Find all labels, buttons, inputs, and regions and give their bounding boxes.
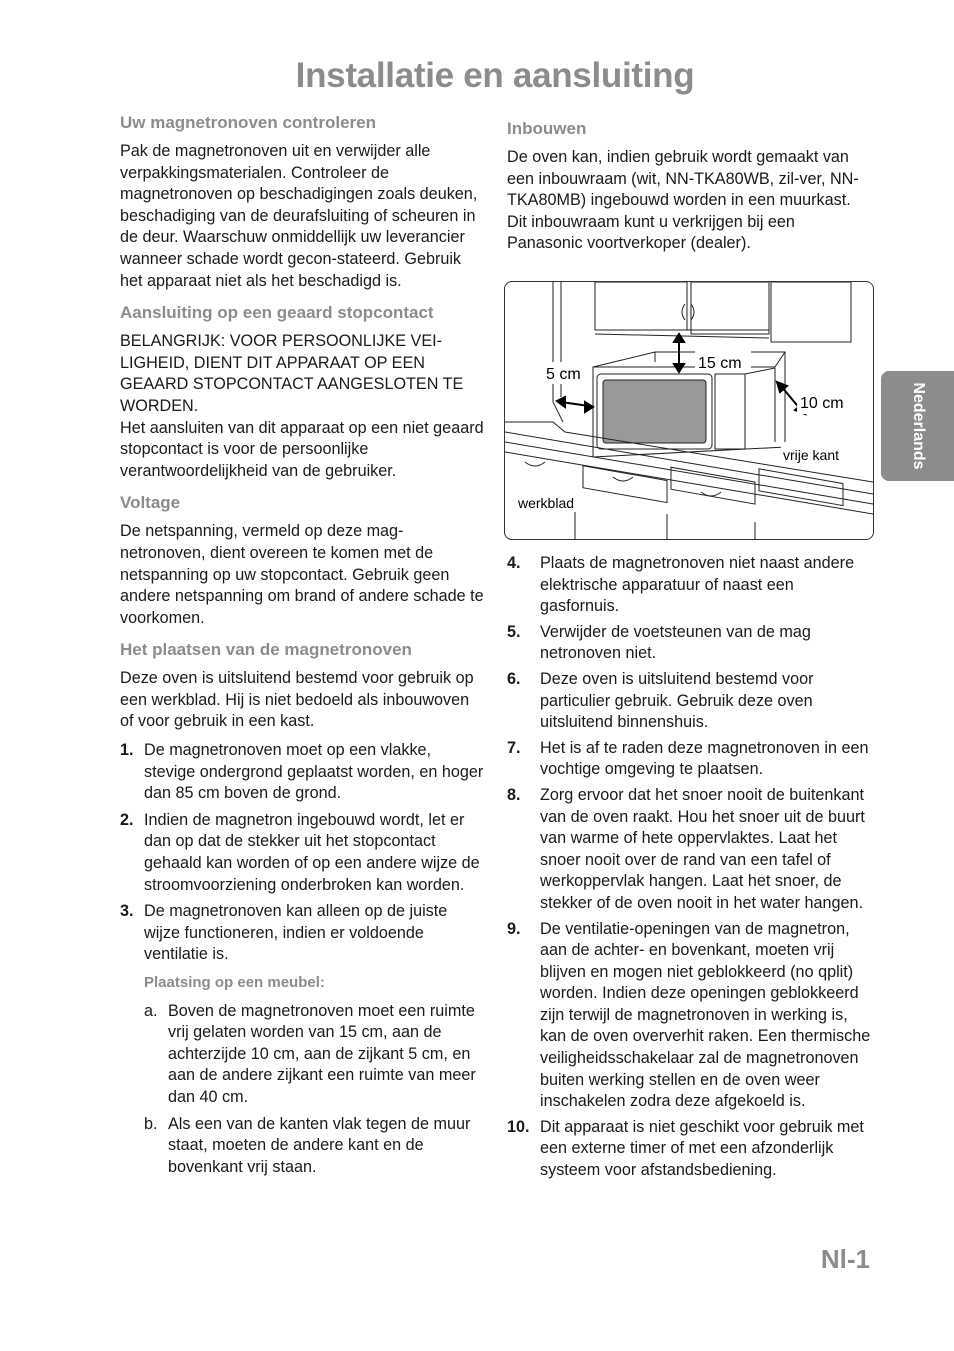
heading-voltage: Voltage xyxy=(120,493,181,513)
installation-illustration xyxy=(504,281,874,540)
paragraph-controleren: Pak de magnetronoven uit en verwijder alle verpakkingsmaterialen. Controleer de magnetronoven op beschadigingen zoals deuken, beschadiging van de deurafsluiting of scheuren in de deur. Waarschuw onmiddellijk uw leverancier wanneer schade wordt gecon-stateerd. Gebruik het apparaat niet als het beschadigd is. xyxy=(120,142,478,290)
list-item: 1. De magnetronoven moet op een vlakke, stevige ondergrond geplaatst worden, en hoger dan 85 cm boven de grond. xyxy=(120,741,484,803)
label-5cm: 5 cm xyxy=(546,366,581,383)
list-item: a. Boven de magnetronoven moet een ruimte vrij gelaten worden van 15 cm, aan de achterzijde 10 cm, aan de zijkant 5 cm, en aan de andere zijkant een ruimte van meer dan 40 cm. xyxy=(144,1001,476,1106)
furniture-list xyxy=(144,1001,485,1179)
list-item: 7. Het is af te raden deze magnetronoven in een vochtige omgeving te plaatsen. xyxy=(507,738,869,779)
list-item: 8. Zorg ervoor dat het snoer nooit de buitenkant van de oven raakt. Hou het snoer uit de buurt van warme of hete oppervlaktes. Laat het snoer nooit over de rand van een tafel of werkoppervlak hangen. Laat het snoer, de stekker of de oven nooit in het water hangen. xyxy=(507,785,865,912)
paragraph-plaatsen: Deze oven is uitsluitend bestemd voor gebruik op een werkblad. Hij is niet bedoeld als inbouwoven of voor gebruik in een kast. xyxy=(120,669,474,731)
list-item: 3. De magnetronoven kan alleen op de juiste wijze functioneren, indien er voldoende ventilatie is. xyxy=(120,902,448,964)
microwave-clearance-diagram xyxy=(505,282,873,539)
heading-controleren: Uw magnetronoven controleren xyxy=(120,113,376,132)
heading-plaatsen: Het plaatsen van de magnetronoven xyxy=(120,640,412,660)
heading-aansluiting: Aansluiting op een geaard stopcontact xyxy=(120,303,434,323)
label-10cm: 10 cm xyxy=(800,395,844,412)
list-item: b. Als een van de kanten vlak tegen de muur staat, moeten de andere kant en de bovenkant vrij staan. xyxy=(144,1114,471,1176)
label-15cm: 15 cm xyxy=(698,355,742,372)
right-column-list xyxy=(507,553,873,1186)
left-column xyxy=(120,112,485,1183)
paragraph-voltage: De netspanning, vermeld op deze mag-netronoven, dient overeen te komen met de netspanning op uw stopcontact. Gebruik geen andere netspanning om brand of andere schade te voorkomen. xyxy=(120,522,484,627)
label-vrije-kant: vrije kant xyxy=(783,447,840,463)
language-tab-label: Nederlands xyxy=(910,382,927,470)
list-item: 6. Deze oven is uitsluitend bestemd voor particulier gebruik. Gebruik deze oven uitsluitend binnenshuis. xyxy=(507,669,814,732)
list-item: 5. Verwijder de voetsteunen van de mag netronoven niet. xyxy=(507,622,811,663)
right-column-top xyxy=(507,118,873,255)
subheading-meubel: Plaatsing op een meubel: xyxy=(144,974,325,991)
list-item: 4. Plaats de magnetronoven niet naast andere elektrische apparatuur of naast een gasfornuis. xyxy=(507,554,855,616)
label-werkblad: werkblad xyxy=(518,495,575,511)
furniture-placement xyxy=(144,972,485,1178)
page-title: Installatie en aansluiting xyxy=(295,56,695,95)
paragraph-belangrijk: BELANGRIJK: VOOR PERSOONLIJKE VEI-LIGHEID, DIENT DIT APPARAAT OP EEN GEAARD STOPCONTACT AANGESLOTEN TE WORDEN. xyxy=(120,332,464,415)
paragraph-aansluiting: Het aansluiten van dit apparaat op een niet geaard stopcontact is voor de persoonlijke verantwoordelijkheid van de gebruiker. xyxy=(120,418,484,480)
list-item: 10. Dit apparaat is niet geschikt voor gebruik met een externe timer of met een afzonderlijk systeem voor afstandsbediening. xyxy=(507,1117,864,1180)
page-number: Nl-1 xyxy=(820,1244,870,1274)
heading-inbouwen: Inbouwen xyxy=(507,119,587,138)
precautions-list xyxy=(507,553,873,1182)
placement-list xyxy=(120,740,485,966)
paragraph-inbouwen: De oven kan, indien gebruik wordt gemaakt van een inbouwraam (wit, NN-TKA80WB, zil-ver, NN-TKA80MB) ingebouwd worden in een muurkast. Dit inbouwraam kunt u verkrijgen bij een Panasonic voortverkoper (dealer). xyxy=(507,148,859,253)
list-item: 9. De ventilatie-openingen van de magnetron, aan de achter- en bovenkant, moeten vrij blijven en mogen niet geblokkeerd (no qplit) worden. Indien deze openingen geblokkeerd zijn terwijl de magnetronoven in werking is, kan de oven oververhit raken. Een thermische veiligheidsschakelaar zal de magnetronoven buiten werking stellen en de oven weer inschakelen zodra deze afgekoeld is. xyxy=(507,919,871,1111)
list-item: 2. Indien de magnetron ingebouwd wordt, let er dan op dat de stekker uit het stopcontact gehaald kan worden of op een andere wijze de stroomvoorziening onderbroken kan worden. xyxy=(120,810,480,894)
language-tab xyxy=(881,371,954,481)
